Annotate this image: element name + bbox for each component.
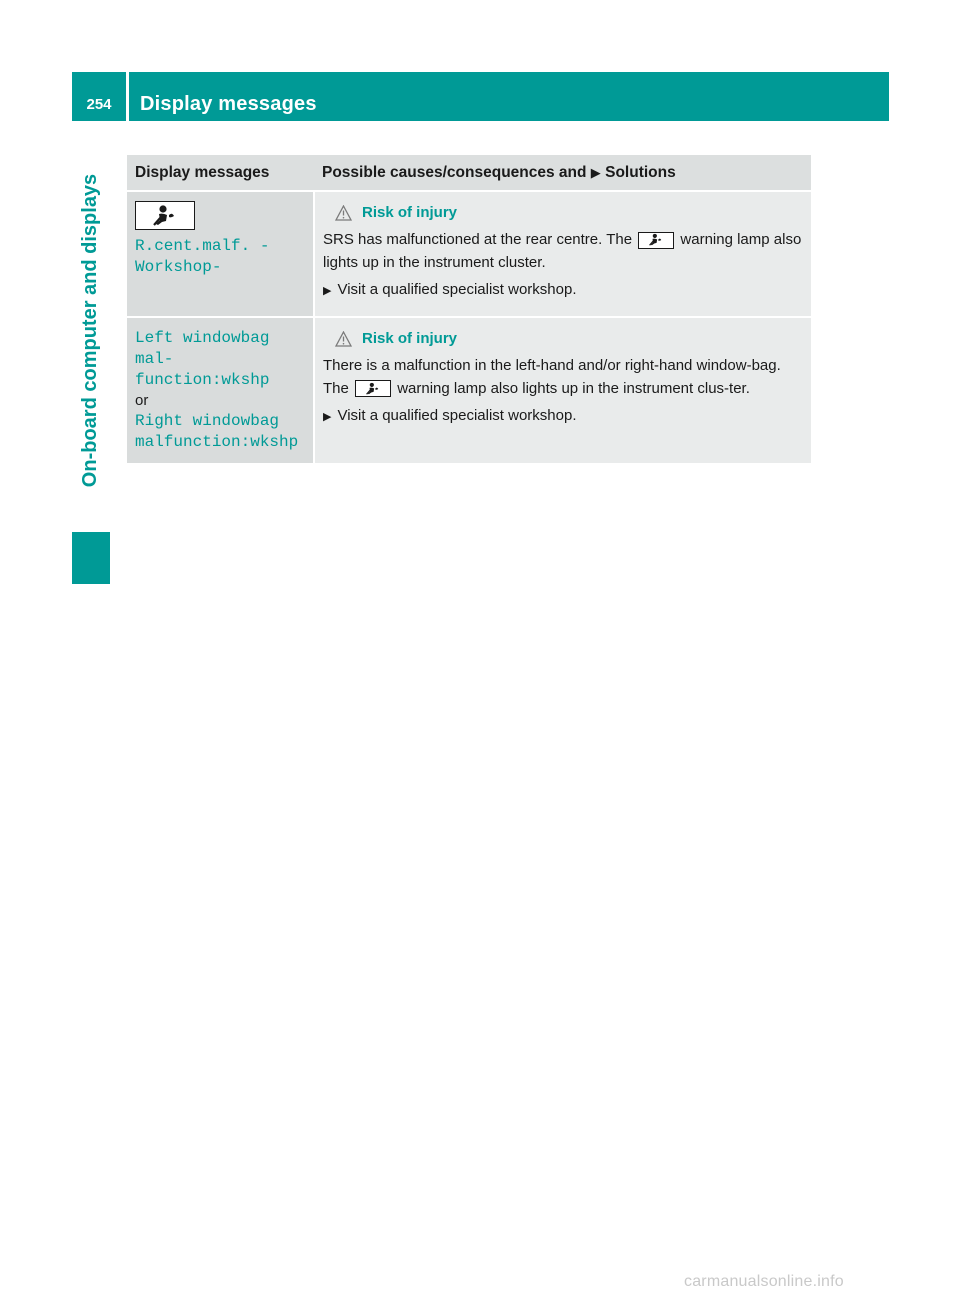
message-cell: [127, 317, 314, 463]
action-arrow-icon: ▶: [323, 285, 332, 297]
description-before: There is a malfunction in the left-hand and/or right-hand window-bag. The: [323, 357, 781, 397]
risk-label: Risk of injury: [362, 330, 458, 347]
airbag-warning-inline-icon: [355, 380, 391, 397]
airbag-warning-icon: [135, 201, 195, 230]
warning-triangle-icon: [335, 331, 352, 347]
display-messages-table: [127, 155, 811, 463]
action-item: [323, 405, 803, 428]
page-title: Display messages: [140, 93, 317, 115]
table-header-row: [127, 155, 811, 191]
message-text-line1: R.cent.malf. -: [135, 237, 270, 255]
solution-cell: [314, 191, 811, 317]
header-causes-solutions: [314, 155, 811, 191]
risk-warning: [335, 330, 803, 347]
table-row: [127, 317, 811, 463]
message-b-line1: Right windowbag: [135, 412, 280, 430]
action-text: Visit a qualified specialist workshop.: [337, 281, 577, 298]
side-tab-label: On-board computer and displays: [79, 173, 102, 487]
side-tab-block: [72, 532, 110, 584]
description-after: warning lamp also lights up in the instrument clus-ter.: [397, 379, 750, 397]
header-display-messages: Display messages: [127, 155, 314, 191]
header-arrow-icon: ▶: [590, 164, 601, 180]
or-label: or: [135, 392, 149, 409]
message-text-line2: Workshop-: [135, 258, 222, 276]
warning-triangle-icon: [335, 205, 352, 221]
side-tab-label-wrap: [72, 130, 110, 530]
description-after: warning lamp also lights up in the instrument cluster.: [323, 231, 802, 271]
risk-warning: [335, 204, 803, 221]
solution-cell: [314, 317, 811, 463]
page-number: 254: [86, 96, 112, 113]
header-solutions-text: Solutions: [605, 163, 676, 181]
action-item: [323, 279, 803, 302]
description: [323, 355, 803, 400]
message-b-line2: malfunction:wkshp: [135, 433, 299, 451]
description: [323, 229, 803, 274]
action-arrow-icon: ▶: [323, 411, 332, 423]
airbag-warning-inline-icon: [638, 232, 674, 249]
message-a-line2: function:wkshp: [135, 371, 270, 389]
header-divider: [126, 72, 129, 121]
action-text: Visit a qualified specialist workshop.: [337, 407, 577, 424]
risk-label: Risk of injury: [362, 204, 458, 221]
message-a-line1: Left windowbag mal‐: [135, 329, 280, 368]
table-row: [127, 191, 811, 317]
header-causes-text: Possible causes/consequences and: [322, 163, 587, 181]
message-cell: [127, 191, 314, 317]
watermark: carmanualsonline.info: [684, 1273, 844, 1290]
description-before: SRS has malfunctioned at the rear centre. The: [323, 231, 633, 248]
